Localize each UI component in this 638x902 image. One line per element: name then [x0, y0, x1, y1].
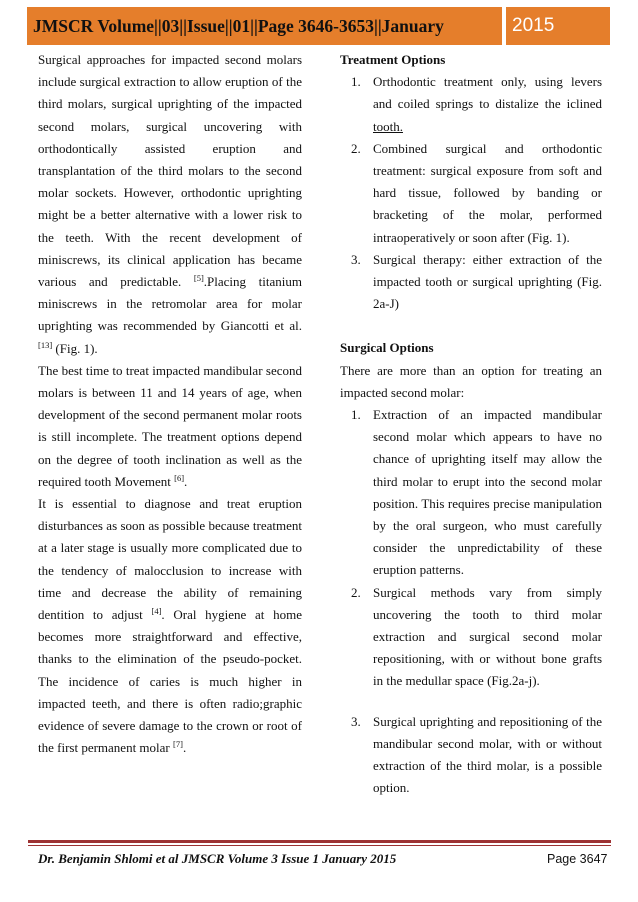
paragraph-best-time: The best time to treat impacted mandibular second molars is between 11 and 14 years of age, when development of the second permanent molar roots is still incomplete. The treatment options depend on the degree of tooth inclination as well as the required tooth Movement [6]. — [38, 362, 302, 489]
journal-header: JMSCR Volume||03||Issue||01||Page 3646-3653||January — [27, 7, 502, 45]
footer-rule-thin — [28, 845, 611, 846]
list-item: 2. Combined surgical and orthodontic treatment: surgical exposure from soft and hard tissue, followed by banding or bracketing of the molar, performed intraoperatively or soon after (Fig. 1). — [351, 140, 602, 245]
citation-ref: [13] — [38, 339, 53, 350]
paragraph-surgical-approaches: Surgical approaches for impacted second molars include surgical extraction to allow eruption of the third molars, surgical uprighting of the impacted second molars, surgical uncovering with orthodontically assisted eruption and transplantation of the third molars to the second molar sockets. However, orthodontic uprighting might be a better alternative with a lower risk to the teeth. With the recent development of miniscrews, its clinical application has became various and predictable. [5].Placing titanium miniscrews in the retromolar area for molar uprighting was recommended by Giancotti et al. [13] (Fig. 1). — [38, 52, 302, 356]
paragraph-diagnose-early: It is essential to diagnose and treat eruption disturbances as soon as possible because treatment at a later stage is usually more complicated due to the tendency of malocclusion to increase with time and decrease the ability of remaining dentition to adjust [4]. Oral hygiene at home becomes more straightforward and effective, thanks to the elimination of the pseudo-pocket. The incidence of caries is much higher in impacted teeth, and there is often radio;graphic evidence of severe damage to the crown or root of the first permanent molar [7]. — [38, 496, 302, 756]
citation-ref: [4] — [151, 606, 162, 617]
list-item: 1. Extraction of an impacted mandibular second molar which appears to have no chance of uprighting itself may allow the third molar to erupt into the second molar position. This requires precise manipulation by the oral surgeon, who must carefully consider the unpredictability of these eruption patterns. — [351, 407, 602, 578]
list-item: 1. Orthodontic treatment only, using levers and coiled springs to distalize the iclined tooth. — [351, 74, 602, 134]
footer-citation: Dr. Benjamin Shlomi et al JMSCR Volume 3 Issue 1 January 2015 — [38, 851, 397, 866]
footer-rule — [28, 840, 611, 843]
surgical-options-heading: Surgical Options — [340, 340, 434, 356]
page-number: Page 3647 — [547, 852, 608, 866]
citation-ref: [5] — [193, 273, 204, 284]
treatment-options-list — [340, 71, 602, 315]
citation-ref: [6] — [174, 472, 185, 483]
surgical-options-intro: There are more than an option for treating an impacted second molar: — [340, 362, 602, 400]
surgical-options-list — [340, 404, 602, 799]
treatment-options-heading: Treatment Options — [340, 52, 446, 67]
list-item: 3. Surgical therapy: either extraction of the impacted tooth or surgical uprighting (Fig. 2a-J) — [351, 251, 602, 312]
header-year: 2015 — [506, 7, 610, 45]
left-column — [38, 49, 302, 760]
list-item: 3. Surgical uprighting and repositioning of the mandibular second molar, with or without extraction of the third molar, is a possible option. — [351, 713, 602, 796]
citation-ref: [7] — [173, 739, 183, 750]
right-column — [340, 49, 602, 800]
list-item: 2. Surgical methods vary from simply uncovering the tooth to third molar extraction and surgical second molar repositioning, with or without bone grafts in the medullar space (Fig.2a-j). — [351, 584, 602, 689]
